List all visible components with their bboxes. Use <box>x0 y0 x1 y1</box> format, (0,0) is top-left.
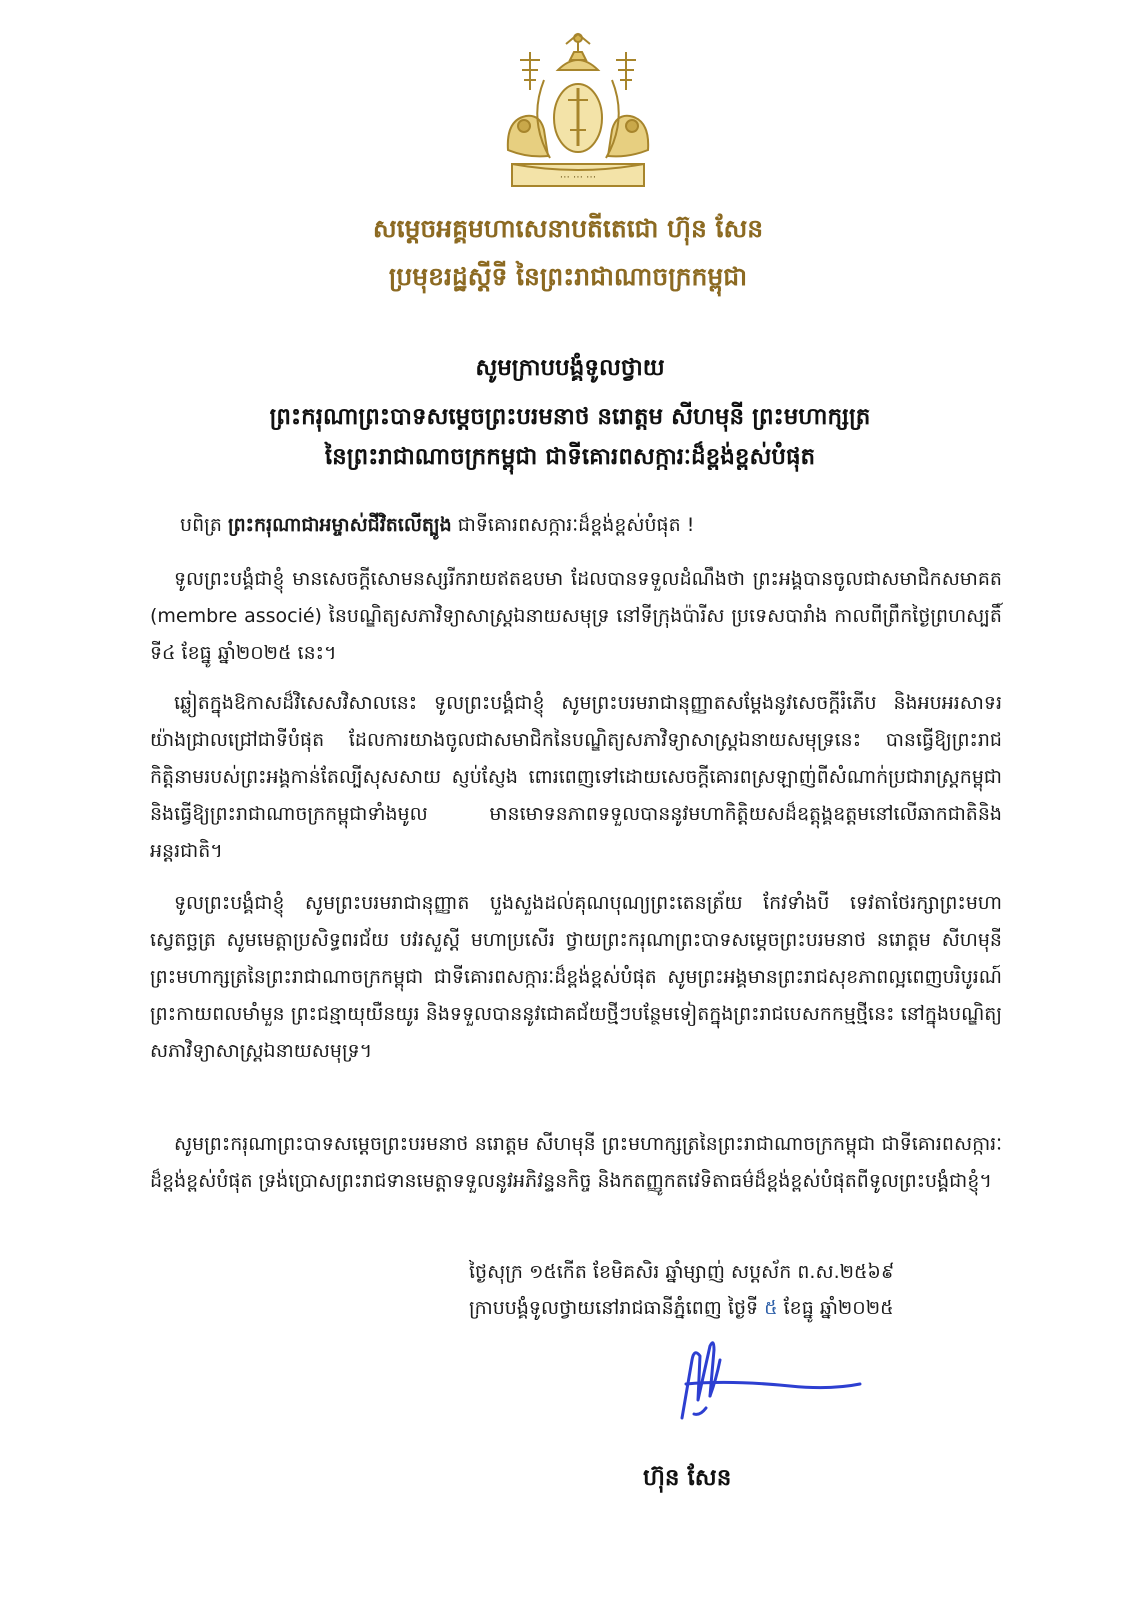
addressee-line: ព្រះករុណាព្រះបាទសម្តេចព្រះបរមនាថ នរោត្តម សីហមុនី ព្រះមហាក្សត្រ <box>269 404 871 430</box>
paragraph-text: ទូលព្រះបង្គំជាខ្ញុំ សូមព្រះបរមរាជានុញ្ញាត បួងសួងដល់គុណបុណ្យព្រះតេនត្រ័យ កែវទាំងបី ទេវតាថែរក្សាព្រះមហាស្វេតច្ឆត្រ សូមមេត្តាប្រសិទ្ធពរជ័យ បវរសួស្តី មហាប្រសើរ ថ្វាយព្រះករុណាព្រះបាទសម្តេចព្រះបរមនាថ នរោត្តម សីហមុនី ព្រះមហាក្សត្រនៃព្រះរាជាណាចក្រកម្ពុជា ជាទីគោរពសក្ការៈដ៏ខ្ពង់ខ្ពស់បំផុត សូមព្រះអង្គមានព្រះរាជសុខភាពល្អពេញបរិបូរណ៍ ព្រះកាយពលមាំមួន ព្រះជន្មាយុយឺនយូរ និងទទួលបាននូវជោគជ័យថ្មីៗបន្ថែមទៀតក្នុងព្រះរាជបេសកកម្មថ្មីនេះ នៅក្នុងបណ្ឌិត្យសភាវិទ្យាសាស្ត្រឯនាយសមុទ្រ។ <box>150 892 1002 1062</box>
body-paragraph <box>150 561 1002 672</box>
solar-date-suffix: ខែធ្នូ ឆ្នាំ២០២៥ <box>783 1297 894 1319</box>
salutation-suffix: ជាទីគោរពសក្ការៈដ៏ខ្ពង់ខ្ពស់បំផុត ! <box>457 514 695 536</box>
paragraph-text: ឆ្លៀតក្នុងឱកាសដ៏វិសេសវិសាលនេះ ទូលព្រះបង្គំជាខ្ញុំ សូមព្រះបរមរាជានុញ្ញាតសម្តែងនូវសេចក្តីរំភើប និងអបអរសាទរយ៉ាងជ្រាលជ្រៅជាទីបំផុត ដែលការយាងចូលជាសមាជិកនៃបណ្ឌិត្យសភាវិទ្យាសាស្ត្រឯនាយសមុទ្រនេះ បានធ្វើឱ្យព្រះរាជកិត្តិនាមរបស់ព្រះអង្គកាន់តែល្បីសុសសាយ ស្ញប់ស្ញែង ពោរពេញទៅដោយសេចក្តីគោរពស្រឡាញ់ពីសំណាក់ប្រជារាស្ត្រកម្ពុជា និងធ្វើឱ្យព្រះរាជាណាចក្រកម្ពុជាទាំងមូល មានមោទនភាពទទួលបាននូវមហាកិត្តិយសដ៏ឧត្តុង្គឧត្តមនៅលើឆាកជាតិនិងអន្តរជាតិ។ <box>150 692 1002 862</box>
body-paragraph <box>150 1126 1002 1200</box>
solar-date-prefix: ក្រាបបង្គំទូលថ្វាយនៅរាជធានីភ្នំពេញ ថ្ងៃទី <box>469 1297 759 1319</box>
svg-text:⋯ ⋯ ⋯: ⋯ ⋯ ⋯ <box>559 172 597 183</box>
body-paragraph <box>150 685 1002 870</box>
salutation-emphasis: ព្រះករុណាជាអម្ចាស់ជីវិតលើត្បូង <box>227 514 452 536</box>
lunar-date: ថ្ងៃសុក្រ ១៥កើត ខែមិគសិរ ឆ្នាំម្សាញ់ សប្តស័ក ព.ស.២៥៦៩ <box>469 1261 895 1283</box>
solar-date-day: ៥ <box>764 1297 778 1319</box>
sender-position: ប្រមុខរដ្ឋស្ដីទី នៃព្រះរាជាណាចក្រកម្ពុជា <box>388 262 748 291</box>
paragraph-text: សូមព្រះករុណាព្រះបាទសម្តេចព្រះបរមនាថ នរោត្តម សីហមុនី ព្រះមហាក្សត្រនៃព្រះរាជាណាចក្រកម្ពុជា ជាទីគោរពសក្ការៈដ៏ខ្ពង់ខ្ពស់បំផុត ទ្រង់ប្រោសព្រះរាជទានមេត្តាទទួលនូវអភិវន្ទនកិច្ច និងកតញ្ញូកតវេទិតាធម៌ដ៏ខ្ពង់ខ្ពស់បំផុតពីទូលព្រះបង្គំជាខ្ញុំ។ <box>150 1133 1002 1192</box>
signatory-name: ហ៊ុន សែន <box>643 1465 732 1491</box>
body-paragraph <box>150 885 1002 1070</box>
sender-title: សម្តេចអគ្គមហាសេនាបតីតេជោ ហ៊ុន សែន <box>372 214 764 243</box>
address-heading: សូមក្រាបបង្គំទូលថ្វាយ <box>475 355 665 381</box>
addressee-line-2: នៃព្រះរាជាណាចក្រកម្ពុជា ជាទីគោរពសក្ការៈដ៏ខ្ពង់ខ្ពស់បំផុត <box>324 444 816 470</box>
royal-arms-emblem <box>488 30 668 200</box>
handwritten-signature <box>670 1320 870 1430</box>
salutation-prefix: បពិត្រ <box>180 514 222 536</box>
paragraph-text: ទូលព្រះបង្គំជាខ្ញុំ មានសេចក្តីសោមនស្សរីករាយឥតឧបមា ដែលបានទទួលដំណឹងថា ព្រះអង្គបានចូលជាសមាជិកសមាគត (membre associé) នៃបណ្ឌិត្យសភាវិទ្យាសាស្ត្រឯនាយសមុទ្រ នៅទីក្រុងប៉ារីស ប្រទេសបារាំង កាលពីព្រឹកថ្ងៃព្រហស្បតិ៍ ទី៤ ខែធ្នូ ឆ្នាំ២០២៥ នេះ។ <box>150 568 1002 664</box>
salutation <box>150 507 1002 544</box>
